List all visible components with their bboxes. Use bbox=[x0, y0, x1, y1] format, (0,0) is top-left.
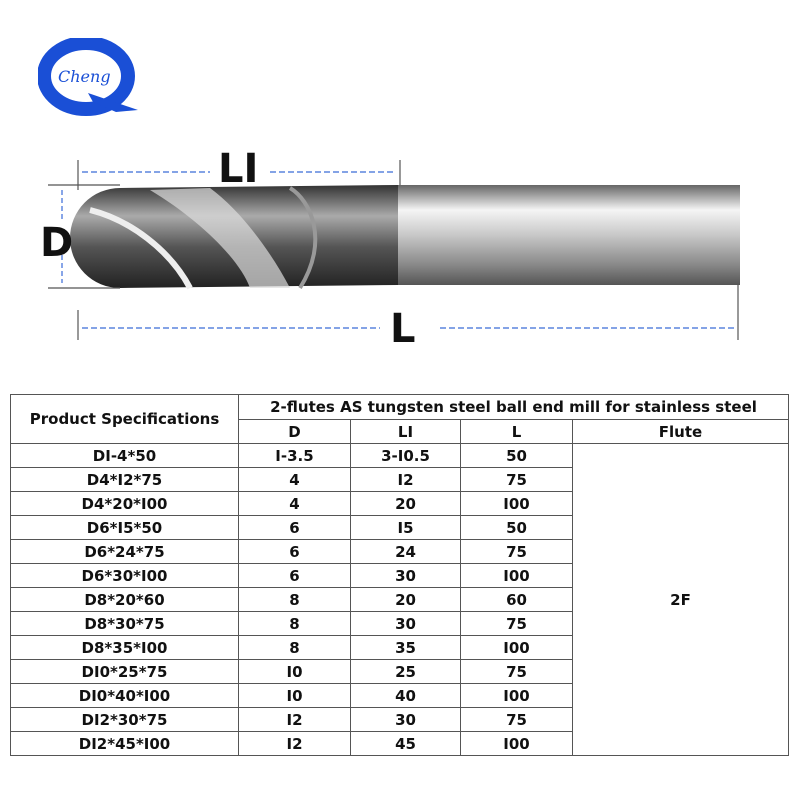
cell-d: I-3.5 bbox=[239, 444, 351, 468]
cell-spec: DI2*30*75 bbox=[11, 708, 239, 732]
cell-spec: D6*24*75 bbox=[11, 540, 239, 564]
col-flute: Flute bbox=[573, 420, 789, 444]
col-d: D bbox=[239, 420, 351, 444]
cell-l1: I5 bbox=[351, 516, 461, 540]
product-spec-header: Product Specifications bbox=[11, 395, 239, 444]
cell-d: 4 bbox=[239, 468, 351, 492]
cell-l1: 3-I0.5 bbox=[351, 444, 461, 468]
table-row bbox=[11, 444, 789, 468]
svg-text:Cheng: Cheng bbox=[58, 67, 111, 86]
cell-l1: 40 bbox=[351, 684, 461, 708]
cell-spec: D6*I5*50 bbox=[11, 516, 239, 540]
cell-l1: I2 bbox=[351, 468, 461, 492]
cell-l: I00 bbox=[461, 732, 573, 756]
cell-l1: 45 bbox=[351, 732, 461, 756]
cell-l: I00 bbox=[461, 492, 573, 516]
cell-l: 75 bbox=[461, 468, 573, 492]
cell-l: I00 bbox=[461, 564, 573, 588]
cell-l: 60 bbox=[461, 588, 573, 612]
cell-spec: DI2*45*I00 bbox=[11, 732, 239, 756]
cell-l: 75 bbox=[461, 660, 573, 684]
cell-spec: D8*30*75 bbox=[11, 612, 239, 636]
cell-d: I0 bbox=[239, 684, 351, 708]
cell-d: I2 bbox=[239, 732, 351, 756]
col-l: L bbox=[461, 420, 573, 444]
cell-l1: 30 bbox=[351, 612, 461, 636]
cell-l1: 25 bbox=[351, 660, 461, 684]
cell-l: 75 bbox=[461, 612, 573, 636]
dimension-d-label: D bbox=[40, 220, 74, 266]
cell-l1: 20 bbox=[351, 588, 461, 612]
dimension-l1-label: LI bbox=[218, 146, 259, 192]
cell-d: 4 bbox=[239, 492, 351, 516]
cell-spec: DI-4*50 bbox=[11, 444, 239, 468]
col-l1: LI bbox=[351, 420, 461, 444]
cell-l1: 30 bbox=[351, 564, 461, 588]
cell-d: 8 bbox=[239, 636, 351, 660]
cell-d: I2 bbox=[239, 708, 351, 732]
cell-d: 6 bbox=[239, 516, 351, 540]
cell-l1: 24 bbox=[351, 540, 461, 564]
cell-d: 8 bbox=[239, 588, 351, 612]
cell-d: 8 bbox=[239, 612, 351, 636]
cell-l: 75 bbox=[461, 540, 573, 564]
cell-d: I0 bbox=[239, 660, 351, 684]
cell-spec: DI0*25*75 bbox=[11, 660, 239, 684]
dimension-l-label: L bbox=[390, 306, 416, 352]
cell-spec: D4*20*I00 bbox=[11, 492, 239, 516]
cell-l1: 30 bbox=[351, 708, 461, 732]
cell-l: 75 bbox=[461, 708, 573, 732]
cell-l: 50 bbox=[461, 444, 573, 468]
cell-spec: D8*35*I00 bbox=[11, 636, 239, 660]
spec-table bbox=[10, 394, 789, 756]
cell-spec: D4*I2*75 bbox=[11, 468, 239, 492]
cell-l: I00 bbox=[461, 636, 573, 660]
cell-spec: D6*30*I00 bbox=[11, 564, 239, 588]
table-title: 2-flutes AS tungsten steel ball end mill for stainless steel bbox=[239, 395, 789, 420]
shank bbox=[398, 185, 740, 285]
cell-l: I00 bbox=[461, 684, 573, 708]
cell-d: 6 bbox=[239, 564, 351, 588]
brand-logo bbox=[38, 38, 143, 118]
cell-l: 50 bbox=[461, 516, 573, 540]
cell-l1: 35 bbox=[351, 636, 461, 660]
cell-d: 6 bbox=[239, 540, 351, 564]
cell-spec: D8*20*60 bbox=[11, 588, 239, 612]
cell-spec: DI0*40*I00 bbox=[11, 684, 239, 708]
cell-flute: 2F bbox=[573, 444, 789, 756]
cell-l1: 20 bbox=[351, 492, 461, 516]
